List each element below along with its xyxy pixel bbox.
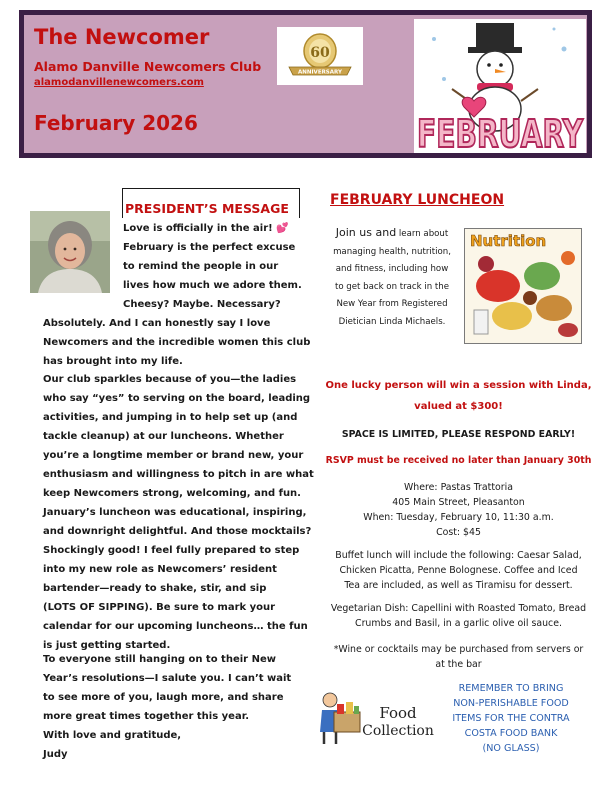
food-collection-line1: Food	[379, 704, 417, 722]
president-line: activities, and jumping in to help set up (and	[43, 412, 298, 423]
prize-line: One lucky person will win a session with Linda,	[325, 380, 592, 391]
president-line: Shockingly good! I feel fully prepared to step	[43, 545, 300, 556]
prize-line: valued at $300!	[414, 401, 503, 412]
venue-line: 405 Main Street, Pleasanton	[392, 497, 525, 508]
president-line: to remind the people in our	[123, 261, 279, 272]
luncheon-intro	[328, 224, 456, 331]
wine-note	[315, 642, 602, 672]
anniversary-number: 60	[310, 45, 330, 61]
buffet-line: Buffet lunch will include the following: Caesar Salad,	[335, 550, 582, 561]
president-line: Cheesy? Maybe. Necessary?	[123, 299, 281, 310]
president-line: Year’s resolutions—I salute you. I can’t wait	[43, 673, 292, 684]
vegetarian-line: Vegetarian Dish: Capellini with Roasted Tomato, Bread	[330, 603, 587, 614]
food-collection-line2: Collection	[362, 723, 434, 739]
wine-line: *Wine or cocktails may be purchased from servers or	[333, 644, 584, 655]
reminder-line: REMEMBER TO BRING	[458, 683, 564, 694]
luncheon-intro-line: Dietician Linda Michaels.	[338, 316, 446, 327]
president-line: Newcomers and the incredible women this club	[43, 337, 311, 348]
newsletter-header	[19, 10, 592, 158]
wine-line: at the bar	[435, 659, 482, 670]
president-line: to see more of you, laugh more, and share	[43, 692, 284, 703]
buffet-line: Tea are included, as well as Tiramisu for dessert.	[344, 580, 573, 591]
president-line: Absolutely. And I can honestly say I love	[43, 318, 271, 329]
president-line: To everyone still hanging on to their New	[43, 654, 276, 665]
venue-line: Cost: $45	[436, 527, 481, 538]
nutrition-image	[464, 228, 582, 344]
luncheon-intro-line: New Year from Registered	[336, 299, 448, 309]
food-collection-art	[316, 688, 436, 746]
luncheon-intro-line: managing health, nutrition,	[333, 246, 451, 257]
president-line: calendar for our upcoming luncheons… the fun	[43, 621, 308, 632]
president-closing-block	[43, 726, 181, 764]
president-intro-wrapped	[123, 219, 302, 314]
president-line: you’re a longtime member or brand new, your	[43, 450, 304, 461]
club-name: Alamo Danville Newcomers Club	[34, 59, 262, 74]
website-link[interactable]: alamodanvillenewcomers.com	[34, 77, 204, 88]
president-photo	[30, 211, 110, 293]
president-line: Love is officially in the air! 💕	[123, 223, 289, 234]
president-paragraph-4	[43, 650, 291, 726]
buffet-menu	[315, 548, 602, 593]
february-snowman-art	[414, 19, 586, 153]
luncheon-intro-line: learn about	[398, 229, 449, 239]
reminder-line: COSTA FOOD BANK	[464, 728, 558, 739]
president-line: more great times together this year.	[43, 711, 250, 722]
vegetarian-dish	[315, 601, 602, 631]
venue-line: Where: Pastas Trattoria	[404, 482, 513, 493]
president-signature: Judy	[43, 749, 68, 760]
luncheon-heading: FEBRUARY LUNCHEON	[330, 192, 505, 208]
reminder-line: ITEMS FOR THE CONTRA	[452, 713, 570, 724]
president-line: who say “yes” to serving on the board, leading	[43, 393, 311, 404]
president-line: and downright delightful. And those mocktails?	[43, 526, 312, 537]
president-line: January’s luncheon was educational, inspiring,	[43, 507, 307, 518]
anniversary-text: ANNIVERSARY	[298, 69, 342, 76]
reminder-line: NON-PERISHABLE FOOD	[453, 698, 569, 709]
prize-announcement	[315, 375, 602, 417]
president-line: bartender—ready to shake, stir, and sip	[43, 583, 267, 594]
nutrition-label: Nutrition	[470, 232, 547, 250]
president-line: enthusiasm and willingness to pitch in are what	[43, 469, 314, 480]
luncheon-intro-line: and fitness, including how	[335, 264, 449, 274]
space-limited-notice: SPACE IS LIMITED, PLEASE RESPOND EARLY!	[341, 429, 576, 440]
venue-details	[315, 480, 602, 540]
president-line: tackle cleanup) at our luncheons. Whether	[43, 431, 284, 442]
president-intro-full	[43, 314, 310, 371]
reminder-line: (NO GLASS)	[482, 743, 540, 754]
food-bank-reminder	[440, 681, 582, 756]
issue-date: February 2026	[34, 111, 198, 135]
anniversary-badge	[277, 27, 363, 85]
president-paragraph-3	[43, 503, 311, 655]
president-line: February is the perfect excuse	[123, 242, 296, 253]
president-line: is just getting started.	[43, 640, 171, 651]
newsletter-title: The Newcomer	[34, 25, 210, 49]
president-line: lives how much we adore them.	[123, 280, 302, 291]
president-line: keep Newcomers strong, welcoming, and fun.	[43, 488, 301, 499]
president-closing: With love and gratitude,	[43, 730, 182, 741]
february-art-text: FEBRUARY	[417, 112, 584, 153]
luncheon-intro-lead: Join us and	[335, 226, 397, 239]
president-heading: PRESIDENT’S MESSAGE	[125, 201, 289, 216]
president-line: Our club sparkles because of you—the ladies	[43, 374, 297, 385]
president-line: has brought into my life.	[43, 356, 183, 367]
president-line: into my new role as Newcomers’ resident	[43, 564, 277, 575]
rsvp-deadline: RSVP must be received no later than January 30th	[325, 455, 592, 466]
venue-line: When: Tuesday, February 10, 11:30 a.m.	[363, 512, 554, 523]
luncheon-intro-line: to get back on track in the	[334, 281, 450, 292]
president-paragraph-2	[43, 370, 314, 503]
vegetarian-line: Crumbs and Basil, in a garlic olive oil sauce.	[355, 618, 562, 629]
president-line: (LOTS OF SIPPING). Be sure to mark your	[43, 602, 276, 613]
buffet-line: Chicken Picatta, Penne Bolognese. Coffee and Iced	[339, 565, 578, 576]
